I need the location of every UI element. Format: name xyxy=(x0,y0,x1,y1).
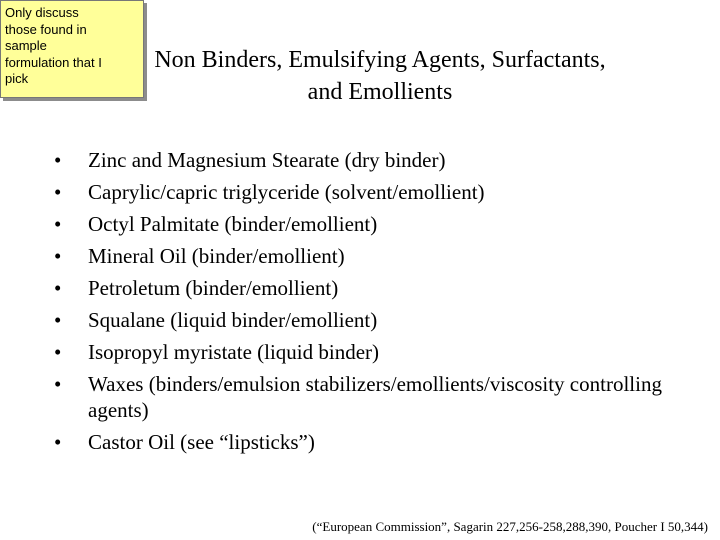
list-item xyxy=(54,179,694,205)
bullet-icon: • xyxy=(54,244,62,268)
bullet-list xyxy=(54,147,694,461)
list-item-text: Isopropyl myristate (liquid binder) xyxy=(88,340,380,364)
list-item-text: Mineral Oil (binder/emollient) xyxy=(88,244,345,268)
bullet-icon: • xyxy=(54,372,62,396)
list-item-text: Castor Oil (see “lipsticks”) xyxy=(88,430,315,454)
slide-title xyxy=(60,44,700,108)
list-item xyxy=(54,211,694,237)
bullet-icon: • xyxy=(54,430,62,454)
citation: (“European Commission”, Sagarin 227,256-258,288,390, Poucher I 50,344) xyxy=(312,519,708,534)
list-item xyxy=(54,339,694,365)
list-item xyxy=(54,243,694,269)
list-item-text: Octyl Palmitate (binder/emollient) xyxy=(88,212,378,236)
list-item xyxy=(54,147,694,173)
bullet-icon: • xyxy=(54,212,62,236)
sticky-note[interactable]: Only discuss those found in sample formulation that I pick xyxy=(0,0,144,98)
list-item-text: Zinc and Magnesium Stearate (dry binder) xyxy=(88,148,446,172)
list-item xyxy=(54,371,694,423)
list-item xyxy=(54,275,694,301)
bullet-icon: • xyxy=(54,148,62,172)
bullet-icon: • xyxy=(54,308,62,332)
list-item-text: Squalane (liquid binder/emollient) xyxy=(88,308,378,332)
title-line-2: and Emollients xyxy=(307,79,453,105)
list-item xyxy=(54,429,694,455)
list-item-text: Petroletum (binder/emollient) xyxy=(88,276,339,300)
list-item xyxy=(54,307,694,333)
bullet-icon: • xyxy=(54,340,62,364)
list-item-text: Caprylic/capric triglyceride (solvent/emollient) xyxy=(88,180,485,204)
title-line-1: Non Binders, Emulsifying Agents, Surfactants, xyxy=(154,47,606,73)
bullet-icon: • xyxy=(54,180,62,204)
list-item-text: Waxes (binders/emulsion stabilizers/emollients/viscosity controlling agents) xyxy=(88,372,662,422)
bullet-icon: • xyxy=(54,276,62,300)
